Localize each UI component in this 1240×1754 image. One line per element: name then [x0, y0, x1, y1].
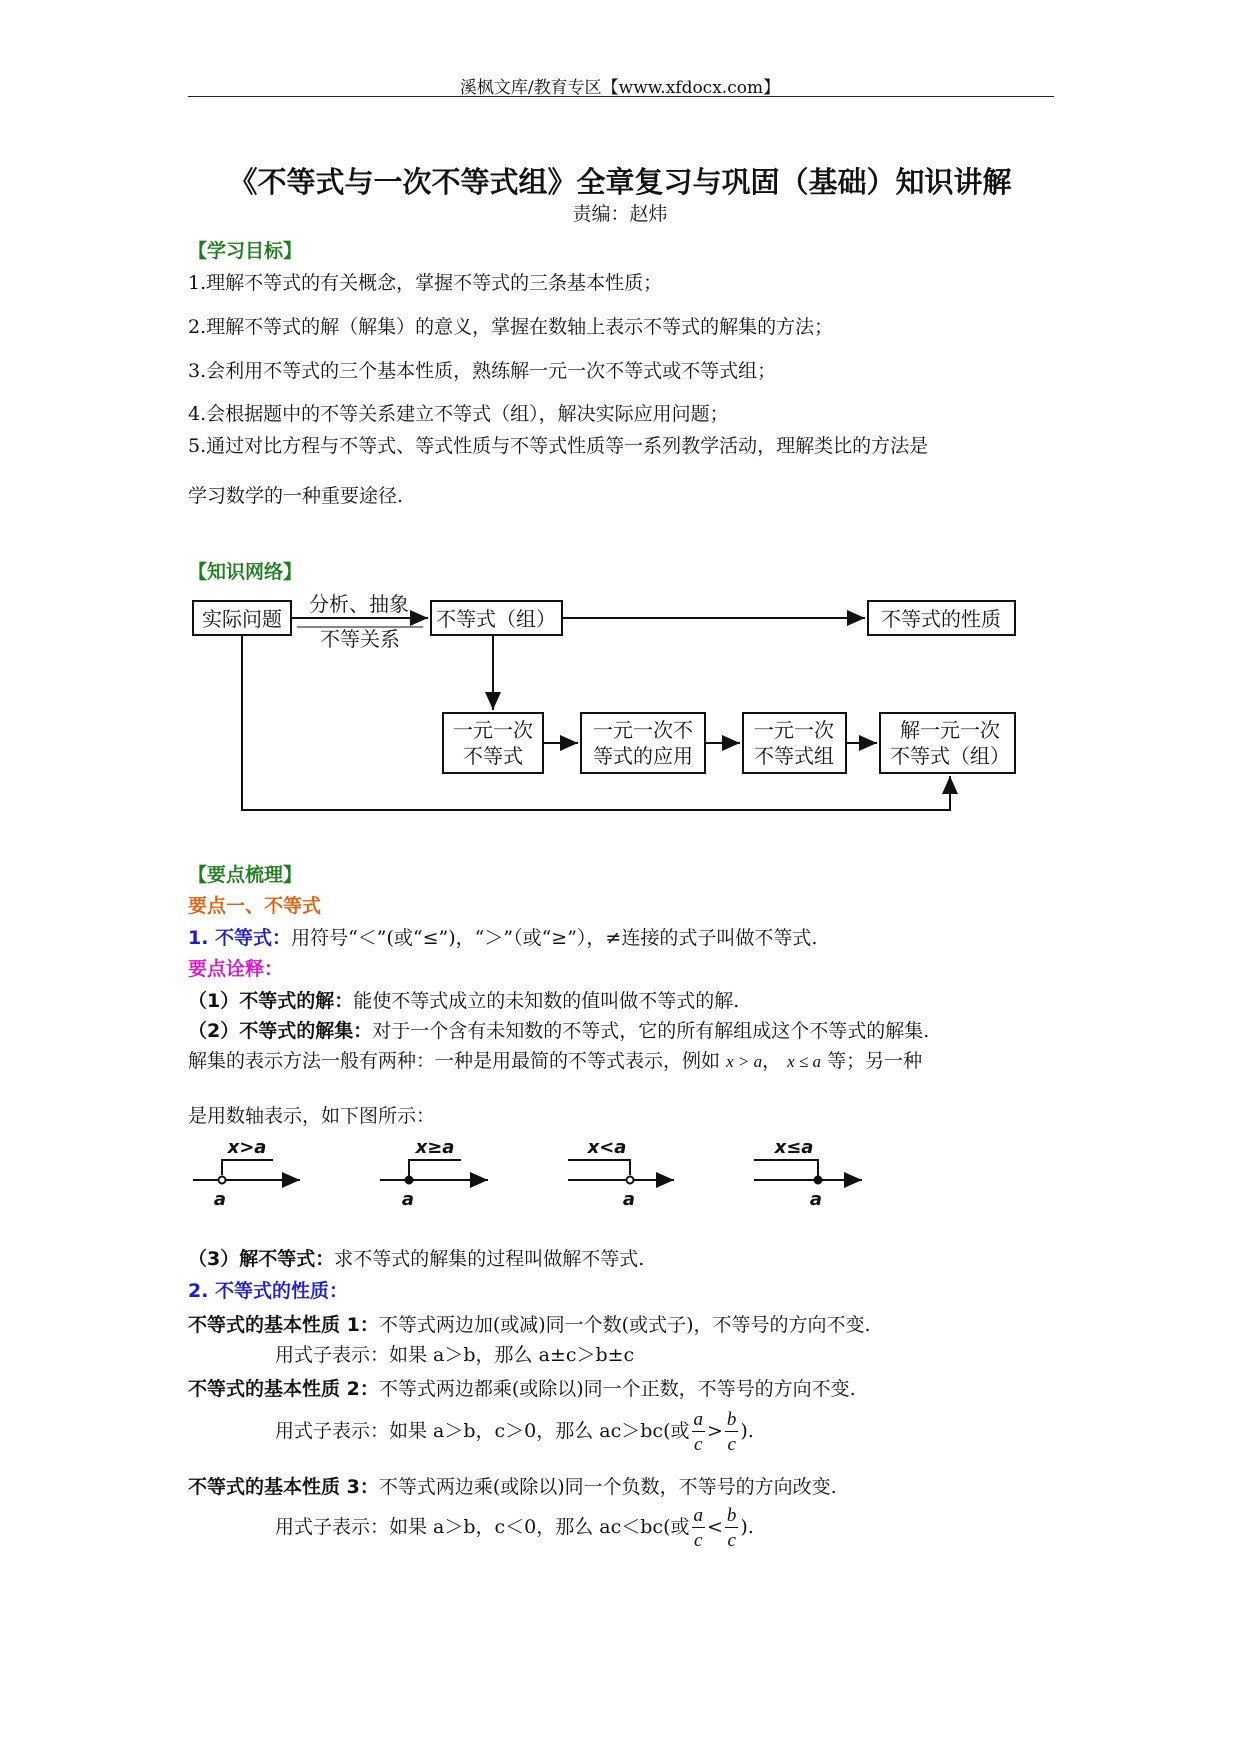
diagram-system-label-2: 不等式组 — [754, 744, 834, 768]
goals-heading: 【学习目标】 — [188, 240, 303, 262]
fraction: $\frac{a}{c}$ — [693, 1505, 703, 1551]
goal-item: 2.理解不等式的解（解集）的意义，掌握在数轴上表示不等式的解集的方法； — [188, 316, 834, 338]
diagram-system-label-1: 一元一次 — [754, 718, 834, 742]
diagram-linear-label-1: 一元一次 — [453, 718, 533, 742]
definition-line — [188, 923, 817, 950]
item3-line — [188, 1244, 644, 1271]
diagram-arrow-bottom-label: 不等关系 — [320, 627, 400, 651]
example-1: x > a — [726, 1052, 763, 1071]
item3-text: 求不等式的解集的过程叫做解不等式. — [334, 1248, 645, 1270]
site-header: 溪枫文库/教育专区【www.xfdocx.com】 — [459, 78, 781, 98]
property3-text: 不等式两边乘(或除以)同一个负数，不等号的方向改变. — [378, 1476, 837, 1498]
item1-line — [188, 986, 739, 1013]
number-line-2-label: x≥a — [415, 1137, 455, 1158]
property3-label: 不等式的基本性质 3： — [188, 1476, 379, 1498]
diagram-linear-label-2: 不等式 — [463, 744, 523, 768]
item2-label: （2）不等式的解集： — [188, 1020, 373, 1042]
item2-line2-b: 等；另一种 — [827, 1050, 923, 1072]
number-line-figures — [0, 1130, 1240, 1210]
property3-formula — [275, 1506, 754, 1550]
diagram-solve-label-1: 解一元一次 — [900, 718, 1000, 742]
property2-text: 不等式两边都乘(或除以)同一个正数，不等号的方向不变. — [378, 1378, 856, 1400]
item2-line — [188, 1016, 929, 1043]
editor-line: 责编：赵炜 — [572, 203, 668, 225]
property1-line — [188, 1310, 871, 1337]
page-title: 《不等式与一次不等式组》全章复习与巩固（基础）知识讲解 — [228, 165, 1012, 199]
definition-text: 用符号“＜”(或“≤”)，“＞”（或“≥”），≠连接的式子叫做不等式. — [291, 927, 818, 949]
property1-formula: 用式子表示：如果 a＞b，那么 a±c＞b±c — [275, 1344, 635, 1366]
explain-label: 要点诠释： — [188, 958, 284, 980]
number-line-3-point: a — [622, 1189, 636, 1210]
item1-text: 能使不等式成立的未知数的值叫做不等式的解. — [353, 990, 740, 1012]
summary-heading: 【要点梳理】 — [188, 864, 303, 886]
item3-label: （3）解不等式： — [188, 1248, 335, 1270]
number-line-4-label: x≤a — [774, 1137, 814, 1158]
number-line-1-point: a — [213, 1189, 227, 1210]
property2-label: 不等式的基本性质 2： — [188, 1378, 379, 1400]
diagram-apply-label-2: 等式的应用 — [593, 744, 693, 768]
diagram-solve-label-2: 不等式（组） — [890, 744, 1010, 768]
number-line-4-point: a — [809, 1189, 823, 1210]
fraction: $\frac{a}{c}$ — [693, 1409, 703, 1455]
network-heading: 【知识网络】 — [188, 561, 303, 583]
item2-line3: 是用数轴表示，如下图所示： — [188, 1105, 436, 1127]
property2-formula-b: ). — [740, 1420, 754, 1442]
item1-label: （1）不等式的解： — [188, 990, 354, 1012]
number-line-1-label: x>a — [227, 1137, 267, 1158]
goal-item: 1.理解不等式的有关概念，掌握不等式的三条基本性质； — [188, 272, 663, 294]
comparison-operator: < — [707, 1516, 723, 1538]
goal-item: 4.会根据题中的不等关系建立不等式（组），解决实际应用问题； — [188, 403, 729, 425]
property1-label: 不等式的基本性质 1： — [188, 1314, 379, 1336]
diagram-arrow-top-label: 分析、抽象 — [309, 592, 409, 616]
diagram-inequality-label: 不等式（组） — [436, 607, 556, 631]
diagram-apply-label-1: 一元一次不 — [593, 718, 693, 742]
number-line-2 — [380, 1160, 488, 1184]
property3-formula-a: 用式子表示：如果 a＞b，c＜0，那么 ac＜bc(或 — [275, 1516, 690, 1538]
number-line-2-point: a — [401, 1189, 415, 1210]
property2-line — [188, 1374, 856, 1401]
point2-heading: 2. 不等式的性质： — [188, 1280, 349, 1302]
goal-item: 5.通过对比方程与不等式、等式性质与不等式性质等一系列教学活动，理解类比的方法是 — [188, 435, 929, 457]
goal-item: 3.会利用不等式的三个基本性质，熟练解一元一次不等式或不等式组； — [188, 360, 777, 382]
comparison-operator: > — [707, 1420, 723, 1442]
fraction: $\frac{b}{c}$ — [726, 1409, 737, 1455]
item2-text: 对于一个含有未知数的不等式，它的所有解组成这个不等式的解集. — [372, 1020, 930, 1042]
example-2: x ≤ a — [787, 1052, 822, 1071]
diagram-practical-label: 实际问题 — [202, 607, 282, 631]
goal-item: 学习数学的一种重要途径. — [188, 485, 404, 507]
diagram-properties-label: 不等式的性质 — [881, 607, 1001, 631]
number-line-1 — [193, 1160, 300, 1184]
number-line-3 — [568, 1160, 674, 1184]
property2-formula-a: 用式子表示：如果 a＞b，c＞0，那么 ac＞bc(或 — [275, 1420, 690, 1442]
knowledge-network-diagram — [0, 0, 1240, 830]
example-sep: ， — [762, 1050, 782, 1072]
number-line-4 — [754, 1160, 862, 1184]
property3-formula-b: ). — [740, 1516, 754, 1538]
property2-formula — [275, 1410, 754, 1454]
item2-line2-a: 解集的表示方法一般有两种：一种是用最简的不等式表示，例如 — [188, 1050, 721, 1072]
number-line-3-label: x<a — [587, 1137, 627, 1158]
property3-line — [188, 1472, 837, 1499]
property1-text: 不等式两边加(或减)同一个数(或式子)，不等号的方向不变. — [378, 1314, 871, 1336]
fraction: $\frac{b}{c}$ — [726, 1505, 737, 1551]
item2-line2 — [188, 1046, 922, 1073]
point1-heading: 要点一、不等式 — [188, 895, 322, 917]
definition-label: 1. 不等式： — [188, 927, 292, 949]
